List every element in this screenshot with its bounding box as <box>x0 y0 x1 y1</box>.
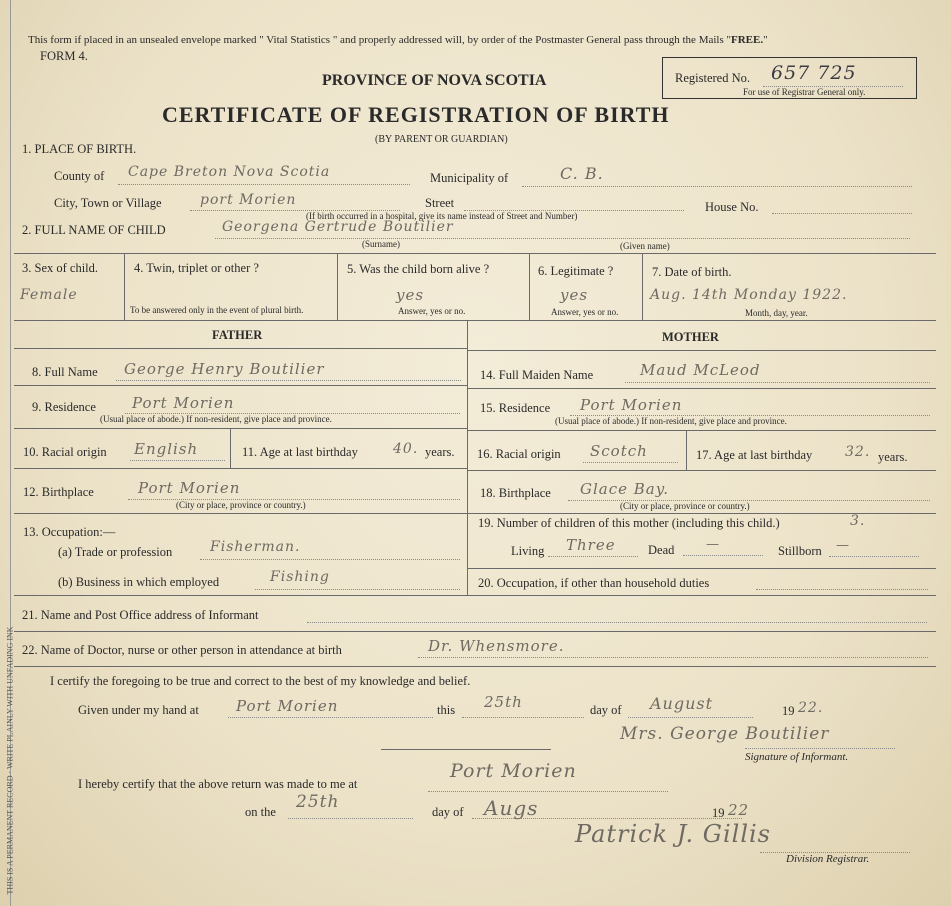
divider-alive-legit <box>529 253 530 320</box>
return-day-of-label: day of <box>432 805 464 819</box>
father-trade-value: Fisherman. <box>210 539 301 555</box>
divider-legit-date <box>642 253 643 320</box>
mother-row-5-line <box>467 568 936 569</box>
father-row-2-line <box>14 428 467 429</box>
mother-living-value: Three <box>566 536 616 554</box>
father-row-1-line <box>14 385 467 386</box>
father-residence-label: 9. Residence <box>32 400 96 414</box>
mother-birthplace-value: Glace Bay. <box>580 480 669 498</box>
return-month-value: Augs <box>484 796 539 820</box>
divider-doctor <box>14 666 936 667</box>
certificate-title: CERTIFICATE OF REGISTRATION OF BIRTH <box>162 102 670 127</box>
registered-label: Registered No. <box>675 71 750 85</box>
mother-residence-note: (Usual place of abode.) If non-resident, give place and province. <box>555 416 787 426</box>
year-value: 22. <box>798 700 824 716</box>
divider-row-bottom <box>14 320 936 321</box>
county-label: County of <box>54 169 105 183</box>
mother-children-value: 3. <box>850 513 866 529</box>
municipality-line <box>522 186 912 187</box>
divider-sex-twin <box>124 253 125 320</box>
father-heading-line <box>14 348 467 349</box>
father-business-value: Fishing <box>270 569 330 585</box>
mother-name-value: Maud McLeod <box>640 361 761 379</box>
legitimate-note: Answer, yes or no. <box>551 307 619 317</box>
given-place-line <box>228 717 433 718</box>
return-place-line <box>428 791 668 792</box>
month-value: August <box>650 694 714 713</box>
father-name-value: George Henry Boutilier <box>124 360 325 378</box>
mother-stillborn-value: — <box>836 538 850 553</box>
divider-row-top <box>14 253 936 254</box>
alive-note: Answer, yes or no. <box>398 306 466 316</box>
mother-name-label: 14. Full Maiden Name <box>480 368 594 382</box>
city-value: port Morien <box>200 192 297 208</box>
day-line <box>462 717 584 718</box>
father-birthplace-note: (City or place, province or country.) <box>176 500 306 510</box>
doctor-label: 22. Name of Doctor, nurse or other person in attendance at birth <box>22 643 342 657</box>
mother-row-4-line <box>467 513 936 514</box>
place-of-birth-label: 1. PLACE OF BIRTH. <box>22 142 137 156</box>
sex-value: Female <box>20 287 78 303</box>
father-age-unit: years. <box>425 445 455 459</box>
county-value: Cape Breton Nova Scotia <box>128 164 331 180</box>
mother-dead-label: Dead <box>648 543 675 557</box>
mother-living-label: Living <box>511 544 545 558</box>
mother-racial-value: Scotch <box>590 442 648 460</box>
father-birthplace-value: Port Morien <box>138 479 241 497</box>
father-business-line <box>255 589 460 590</box>
doctor-line <box>418 657 928 658</box>
month-line <box>628 717 753 718</box>
return-place-value: Port Morien <box>450 760 577 782</box>
registered-note: For use of Registrar General only. <box>743 87 866 97</box>
child-name-line <box>215 238 910 239</box>
mother-residence-value: Port Morien <box>580 396 683 414</box>
informant-label: 21. Name and Post Office address of Informant <box>22 608 259 622</box>
mother-birthplace-label: 18. Birthplace <box>480 486 551 500</box>
mother-row-2-line <box>467 430 936 431</box>
mother-age-value: 32. <box>845 444 871 460</box>
mother-name-line <box>625 382 930 383</box>
mother-row-1-line <box>467 388 936 389</box>
divider-below-parents <box>14 595 936 596</box>
registered-number-box <box>662 57 917 99</box>
registrar-signature: Patrick J. Gillis <box>575 820 771 848</box>
mother-occupation-label: 20. Occupation, if other than household duties <box>478 576 710 590</box>
child-name-label: 2. FULL NAME OF CHILD <box>22 223 166 237</box>
left-strip-text: THIS IS A PERMANENT RECORD · WRITE PLAINLY WITH UNFADING INK <box>5 626 15 895</box>
return-day-line <box>288 818 413 819</box>
father-row-3-line <box>14 468 467 469</box>
mother-age-unit: years. <box>878 450 908 464</box>
father-mother-divider <box>467 320 468 595</box>
child-name-value: Georgena Gertrude Boutilier <box>222 219 454 235</box>
informant-signature: Mrs. George Boutilier <box>620 724 830 744</box>
center-signature-line <box>381 749 551 750</box>
house-label: House No. <box>705 200 759 214</box>
informant-line <box>307 622 927 623</box>
divider-twin-alive <box>337 253 338 320</box>
county-line <box>118 184 410 185</box>
alive-value: yes <box>396 286 425 304</box>
father-birthplace-label: 12. Birthplace <box>23 485 94 499</box>
municipality-value: C. B. <box>560 164 604 183</box>
mother-stillborn-label: Stillborn <box>778 544 822 558</box>
certificate-subtitle: (BY PARENT OR GUARDIAN) <box>375 134 508 145</box>
father-name-line <box>116 380 461 381</box>
mother-racial-divider <box>686 430 687 470</box>
on-the-label: on the <box>245 805 276 819</box>
municipality-label: Municipality of <box>430 171 509 185</box>
mother-age-label: 17. Age at last birthday <box>696 448 813 462</box>
mother-residence-label: 15. Residence <box>480 401 551 415</box>
father-residence-value: Port Morien <box>132 394 235 412</box>
street-label: Street <box>425 196 455 210</box>
father-racial-line <box>130 460 225 461</box>
city-label: City, Town or Village <box>54 196 162 210</box>
father-racial-value: English <box>134 440 199 458</box>
form-number: FORM 4. <box>40 49 88 63</box>
father-racial-label: 10. Racial origin <box>23 445 107 459</box>
this-label: this <box>437 703 456 717</box>
doctor-value: Dr. Whensmore. <box>428 637 565 655</box>
mother-heading-line <box>467 350 936 351</box>
date-of-birth-note: Month, day, year. <box>745 308 808 318</box>
registered-number: 657 725 <box>771 62 857 84</box>
alive-label: 5. Was the child born alive ? <box>347 262 490 276</box>
certify-statement: I certify the foregoing to be true and correct to the best of my knowledge and belief. <box>50 674 471 688</box>
return-year-value: 22 <box>728 801 750 819</box>
father-racial-divider <box>230 428 231 468</box>
sex-label: 3. Sex of child. <box>22 261 99 275</box>
informant-signature-line <box>745 748 895 749</box>
left-margin-strip <box>0 0 15 906</box>
day-value: 25th <box>484 693 523 711</box>
twin-label: 4. Twin, triplet or other ? <box>134 261 259 275</box>
divider-informant <box>14 631 936 632</box>
given-name-note: (Given name) <box>620 241 670 251</box>
given-place-value: Port Morien <box>236 697 339 715</box>
mail-notice-free: FREE. <box>731 34 764 46</box>
legitimate-value: yes <box>560 286 589 304</box>
mother-dead-value: — <box>706 537 720 552</box>
mother-dead-line <box>683 555 763 556</box>
mail-notice-quote: " <box>763 34 768 46</box>
legitimate-label: 6. Legitimate ? <box>538 264 614 278</box>
given-under-label: Given under my hand at <box>78 703 199 717</box>
surname-note: (Surname) <box>362 239 400 249</box>
street-note: (If birth occurred in a hospital, give its name instead of Street and Number) <box>306 211 578 221</box>
return-day-value: 25th <box>296 792 340 812</box>
father-name-label: 8. Full Name <box>32 365 98 379</box>
father-heading: FATHER <box>212 328 263 342</box>
father-age-label: 11. Age at last birthday <box>242 445 358 459</box>
year-prefix: 19 <box>782 704 795 718</box>
house-line <box>772 213 912 214</box>
father-trade-line <box>200 559 460 560</box>
mother-racial-label: 16. Racial origin <box>477 447 561 461</box>
father-residence-note: (Usual place of abode.) If non-resident, give place and province. <box>100 414 332 424</box>
twin-note: To be answered only in the event of plural birth. <box>130 305 304 315</box>
province-heading: PROVINCE OF NOVA SCOTIA <box>322 72 547 89</box>
mother-stillborn-line <box>829 556 919 557</box>
mother-row-3-line <box>467 470 936 471</box>
mail-notice-text: This form if placed in an unsealed envelope marked " Vital Statistics " and properly addressed will, by order of the Postmaster General pass through the Mails " <box>28 34 731 46</box>
date-of-birth-value: Aug. 14th Monday 1922. <box>650 287 848 303</box>
mail-notice <box>28 34 768 46</box>
informant-caption: Signature of Informant. <box>745 751 849 763</box>
mother-heading: MOTHER <box>662 330 719 344</box>
date-of-birth-label: 7. Date of birth. <box>652 265 732 279</box>
mother-children-label: 19. Number of children of this mother (including this child.) <box>478 516 780 530</box>
registrar-caption: Division Registrar. <box>786 853 870 865</box>
mother-occupation-line <box>756 589 928 590</box>
father-occupation-label: 13. Occupation:— <box>23 525 116 539</box>
father-row-4-line <box>14 513 467 514</box>
day-of-label: day of <box>590 703 622 717</box>
father-age-value: 40. <box>393 441 419 457</box>
mother-racial-line <box>583 462 678 463</box>
return-label: I hereby certify that the above return was made to me at <box>78 777 358 791</box>
father-trade-label: (a) Trade or profession <box>58 545 173 559</box>
father-business-label: (b) Business in which employed <box>58 575 220 589</box>
mother-living-line <box>548 556 638 557</box>
mother-birthplace-note: (City or place, province or country.) <box>620 501 750 511</box>
return-year-prefix: 19 <box>712 806 725 820</box>
